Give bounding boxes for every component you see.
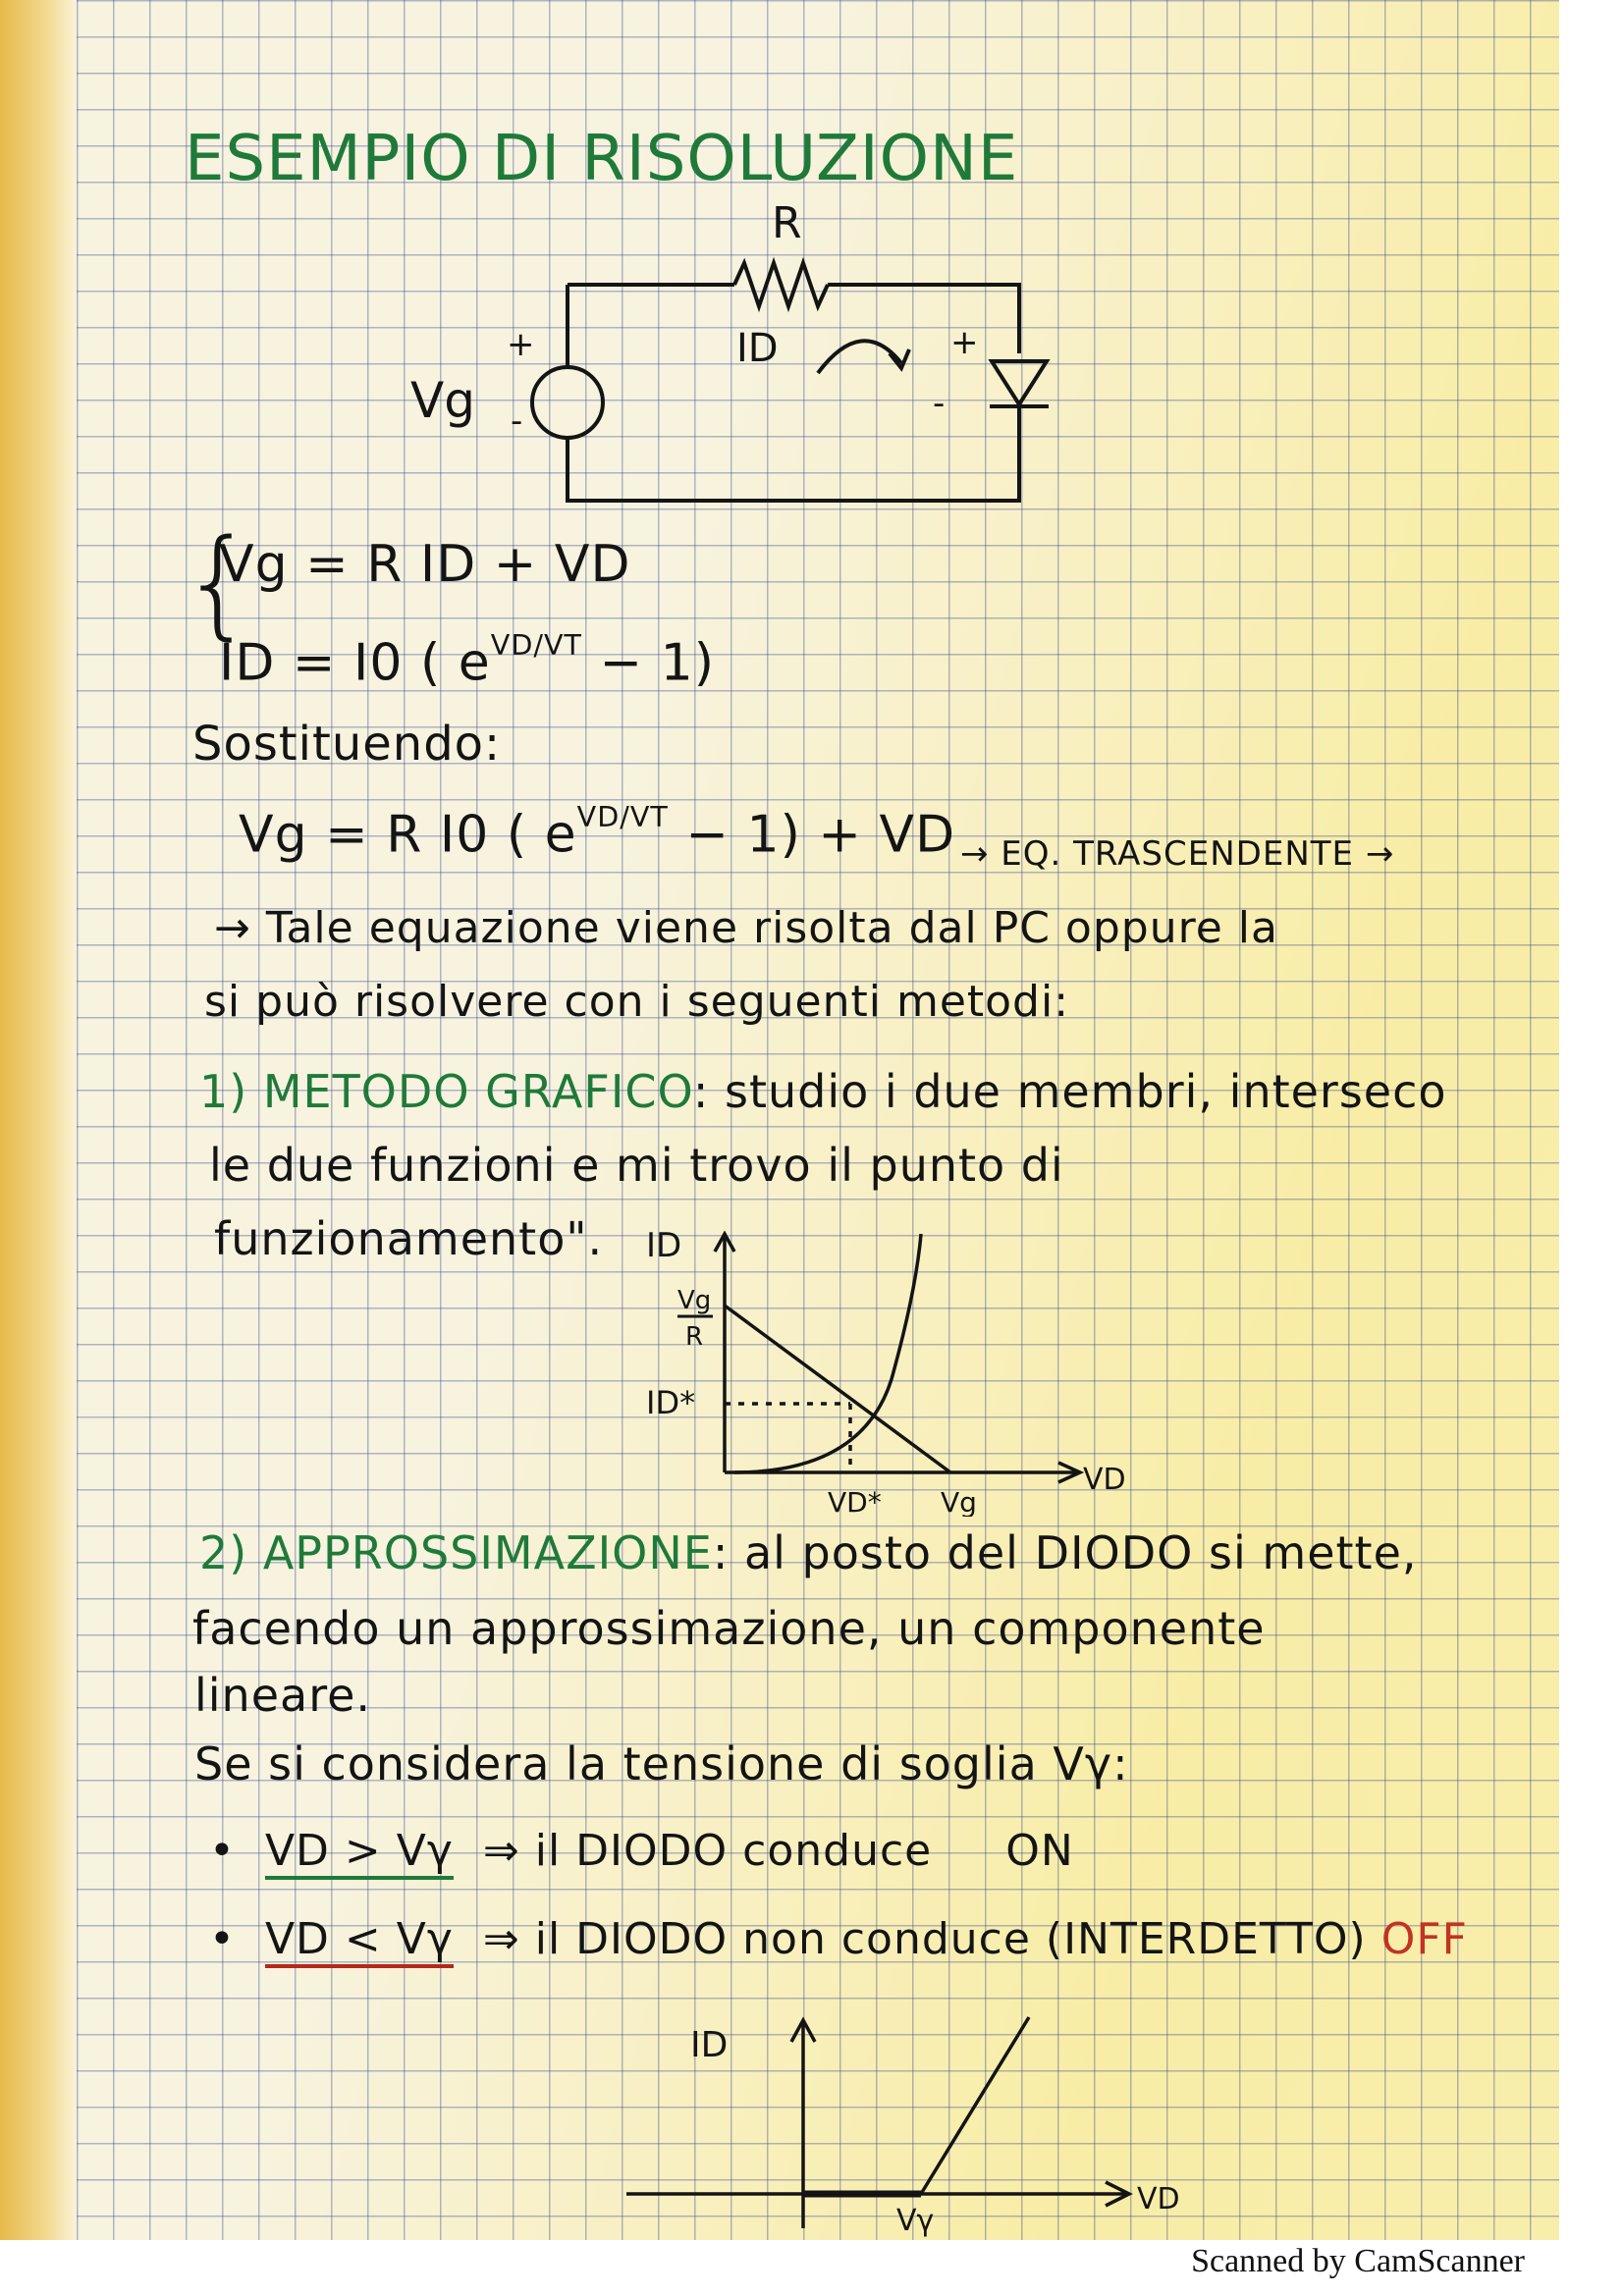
graph1-op-voltage: VD* <box>828 1486 882 1517</box>
graph2-on-segment <box>921 2017 1029 2194</box>
graph1-y-label: ID <box>646 1226 682 1265</box>
bullet-dot: • <box>209 1914 265 1964</box>
graph1-x-label: VD <box>1083 1463 1126 1497</box>
transcendent-base: Vg = R I0 ( e <box>239 805 577 865</box>
substituting-label: Sostituendo: <box>192 717 502 772</box>
graph1-intercept-num: Vg <box>677 1286 712 1315</box>
bullet-off-text: ⇒ il DIODO non conduce (INTERDETTO) <box>482 1914 1367 1964</box>
method1-line-2: le due funzioni e mi trovo il punto di <box>209 1139 1064 1192</box>
scanner-footer: Scanned by CamScanner <box>1191 2243 1525 2279</box>
equation-shockley <box>219 628 715 693</box>
system-brace: { <box>181 515 257 652</box>
method1-line-1 <box>199 1065 1447 1118</box>
transcendent-tail: − 1) + VD <box>685 805 956 865</box>
graph2-y-label: ID <box>690 2025 729 2065</box>
diode-symbol <box>992 361 1047 404</box>
method1-line-3: funzionamento". <box>214 1212 604 1265</box>
bullet-dot: • <box>209 1826 265 1876</box>
method1-text-1: : studio i due membri, interseco <box>692 1065 1447 1118</box>
method2-line-3: lineare. <box>194 1669 372 1722</box>
diode-minus: - <box>933 384 946 423</box>
bullet-on <box>209 1826 1074 1876</box>
graph1-diode-curve <box>734 1234 921 1472</box>
method2-title: 2) APPROSSIMAZIONE <box>199 1526 713 1579</box>
diode-plus: + <box>950 323 979 362</box>
graph1-x-intercept: Vg <box>941 1486 977 1517</box>
resistor-label: R <box>772 198 802 248</box>
transcendent-exponent: VD/VT <box>576 800 669 833</box>
bullet-on-condition: VD > Vγ <box>265 1826 454 1880</box>
paragraph-line-1: → Tale equazione viene risolta dal PC oppure la <box>214 903 1278 953</box>
equation-shockley-tail: − 1) <box>599 633 716 693</box>
bullet-on-state: ON <box>1005 1826 1074 1876</box>
equation-kvl: Vg = R ID + VD <box>219 535 631 594</box>
source-minus: - <box>511 401 523 441</box>
bullet-off <box>209 1914 1468 1964</box>
current-arrow <box>818 341 901 373</box>
paragraph-line-2: si può risolvere con i seguenti metodi: <box>204 977 1070 1027</box>
bullet-on-text: ⇒ il DIODO conduce <box>482 1826 933 1876</box>
graph2-threshold-label: Vγ <box>896 2204 935 2238</box>
binder-edge <box>0 0 77 2240</box>
graph-ideal-diode <box>597 2002 1225 2238</box>
current-label: ID <box>736 326 779 371</box>
resistor-symbol <box>734 263 828 306</box>
equation-shockley-exponent: VD/VT <box>490 628 583 662</box>
equation-shockley-base: ID = I0 ( e <box>219 633 491 693</box>
threshold-intro: Se si considera la tensione di soglia Vγ: <box>194 1737 1129 1790</box>
graph-load-line <box>626 1222 1176 1517</box>
graph2-x-label: VD <box>1137 2182 1180 2216</box>
method2-text-1: : al posto del DIODO si mette, <box>712 1526 1418 1579</box>
notebook-page <box>77 0 1559 2240</box>
method2-line-2: facendo un approssimazione, un componente <box>192 1602 1266 1655</box>
source-plus: + <box>507 325 535 364</box>
circuit-diagram <box>371 196 1078 520</box>
transcendent-label: → EQ. TRASCENDENTE → <box>960 834 1395 874</box>
page-title: ESEMPIO DI RISOLUZIONE <box>185 123 1019 195</box>
source-label: Vg <box>410 372 475 429</box>
method1-title: 1) METODO GRAFICO <box>199 1065 693 1118</box>
method2-line-1 <box>199 1526 1418 1579</box>
graph1-intercept-den: R <box>685 1322 704 1352</box>
graph1-op-current: ID* <box>646 1384 696 1421</box>
bullet-off-state: OFF <box>1380 1914 1468 1964</box>
voltage-source-symbol <box>532 367 603 438</box>
transcendent-equation <box>239 800 955 865</box>
bullet-off-condition: VD < Vγ <box>265 1914 454 1968</box>
